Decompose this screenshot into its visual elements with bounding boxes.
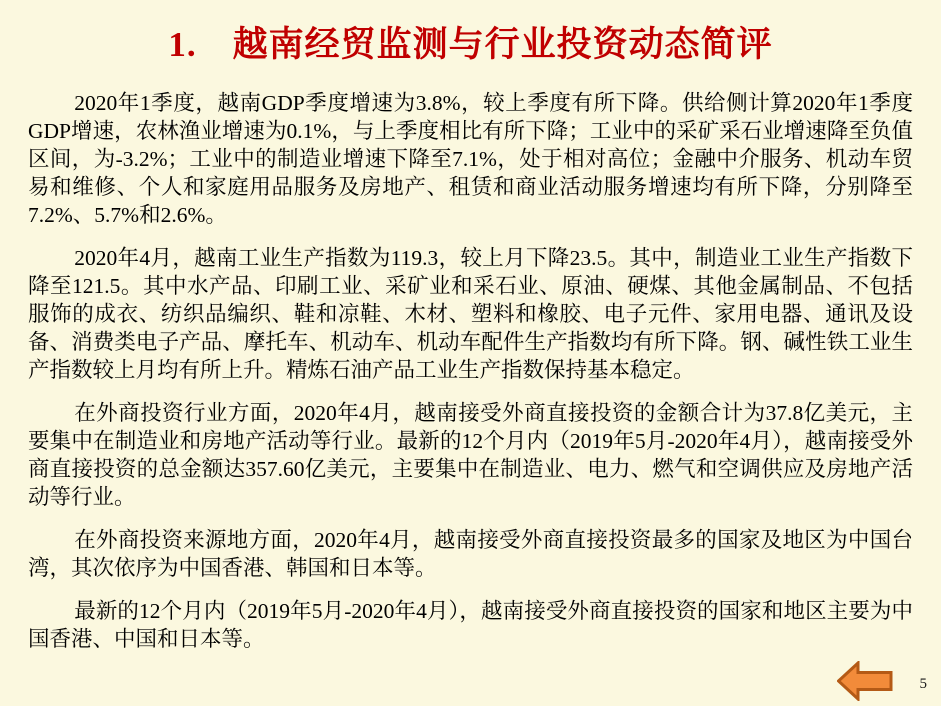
paragraph-gdp-growth: 2020年1季度，越南GDP季度增速为3.8%，较上季度有所下降。供给侧计算2020年1季度GDP增速，农林渔业增速为0.1%，与上季度相比有所下降；工业中的采矿采石业增速降至负值区间，为-3.2%；工业中的制造业增速下降至7.1%，处于相对高位；金融中介服务、机动车贸易和维修、个人和家庭用品服务及房地产、租赁和商业活动服务增速均有所下降，分别降至7.2%、5.7%和2.6%。 (28, 91, 913, 227)
left-block-arrow-icon (837, 661, 893, 701)
slide-body (0, 68, 941, 653)
back-arrow-button[interactable] (837, 661, 893, 701)
paragraph-industrial-production: 2020年4月，越南工业生产指数为119.3，较上月下降23.5。其中，制造业工业生产指数下降至121.5。其中水产品、印刷工业、采矿业和采石业、原油、硬煤、其他金属制品、不包括服饰的成衣、纺织品编织、鞋和凉鞋、木材、塑料和橡胶、电子元件、家用电器、通讯及设备、消费类电子产品、摩托车、机动车、机动车配件生产指数均有所下降。钢、碱性铁工业生产指数较上月均有所上升。精炼石油产品工业生产指数保持基本稳定。 (28, 246, 913, 382)
paragraph-fdi-sources-april: 在外商投资来源地方面，2020年4月，越南接受外商直接投资最多的国家及地区为中国台湾，其次依序为中国香港、韩国和日本等。 (28, 528, 913, 580)
paragraph-fdi-industries: 在外商投资行业方面，2020年4月，越南接受外商直接投资的金额合计为37.8亿美元，主要集中在制造业和房地产活动等行业。最新的12个月内（2019年5月-2020年4月），越南接受外商直接投资的总金额达357.60亿美元，主要集中在制造业、电力、燃气和空调供应及房地产活动等行业。 (28, 401, 913, 509)
slide-title: 1. 越南经贸监测与行业投资动态简评 (168, 25, 773, 64)
paragraph-fdi-sources-12months: 最新的12个月内（2019年5月-2020年4月），越南接受外商直接投资的国家和地区主要为中国香港、中国和日本等。 (28, 599, 913, 651)
page-number: 5 (919, 676, 927, 692)
